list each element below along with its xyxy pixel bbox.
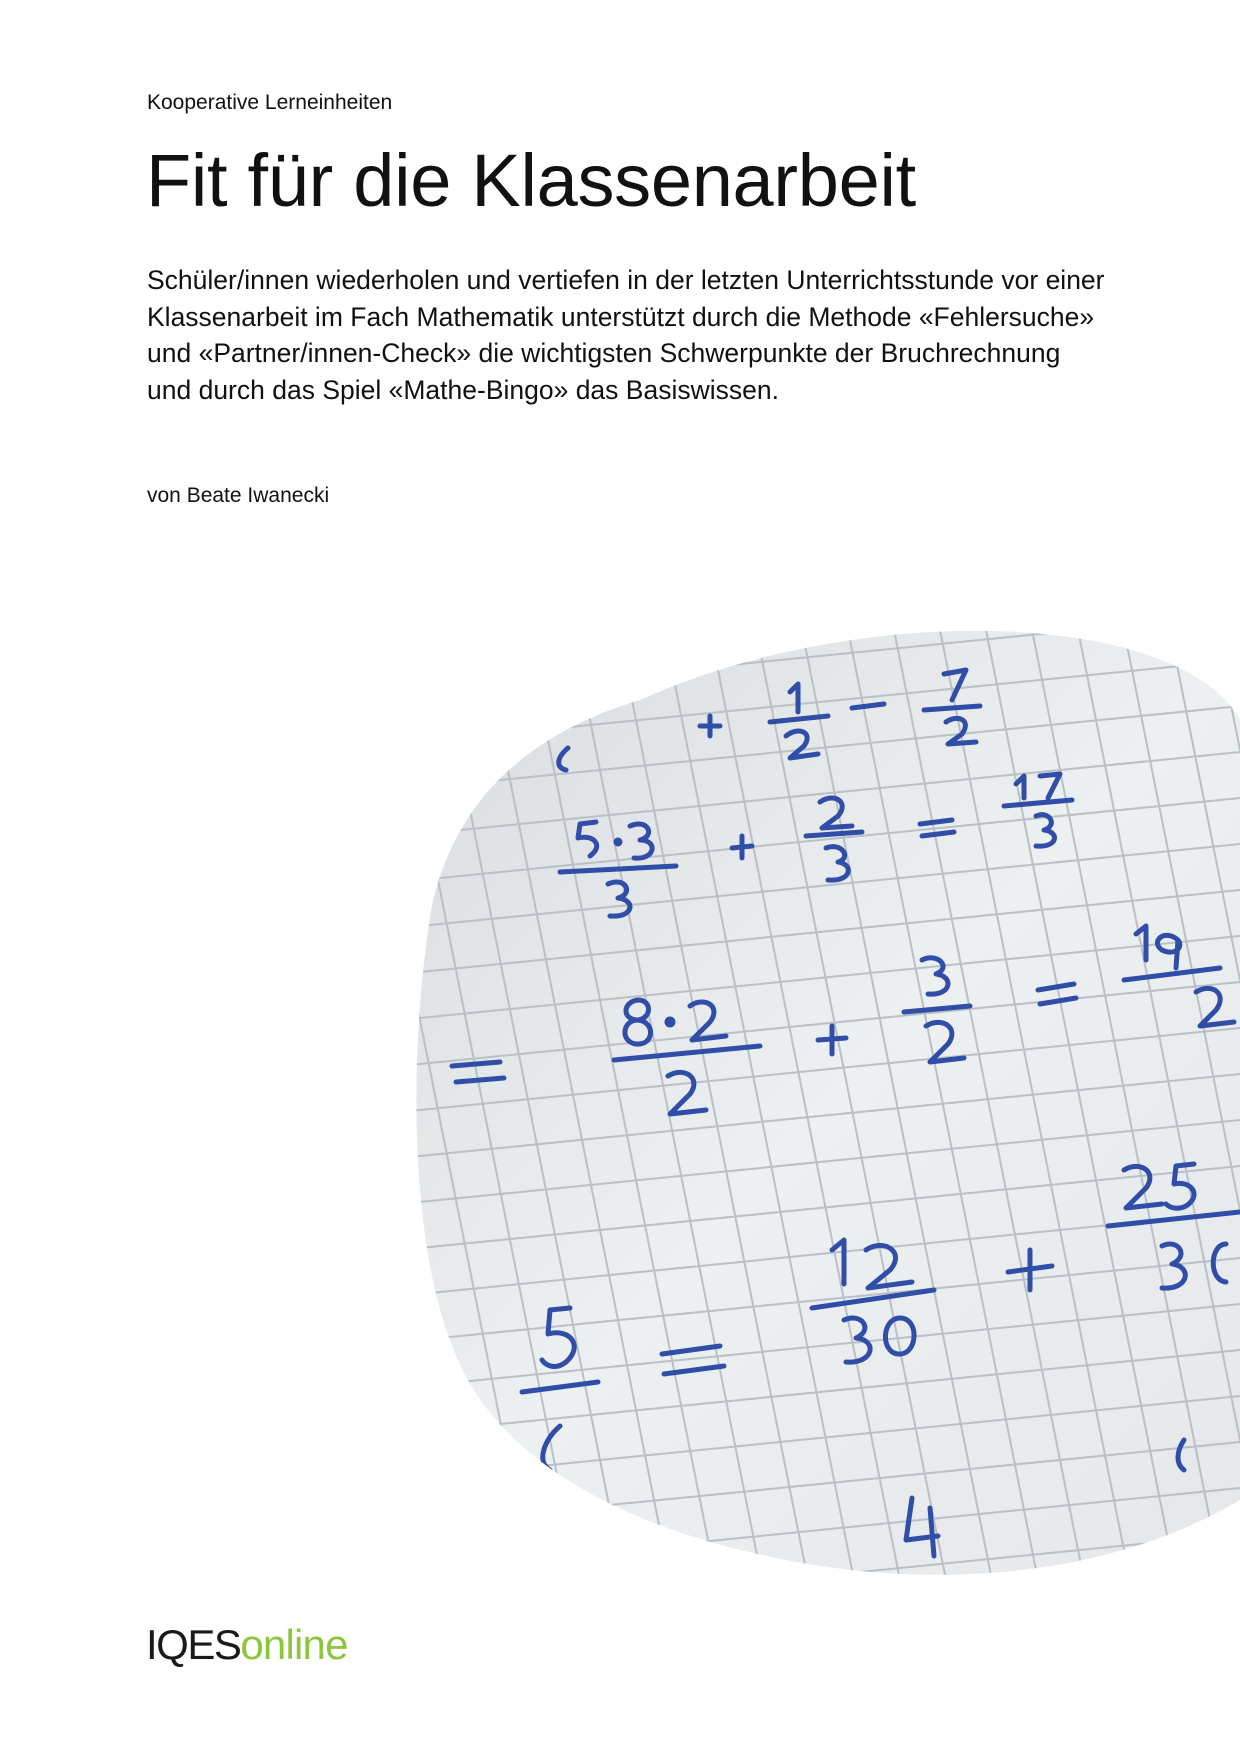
- intro-paragraph: Schüler/innen wiederholen und vertiefen in der letzten Unterrichtsstunde vor einer Klassenarbeit im Fach Mathematik unterstützt durch die Methode «Fehlersuche» und «Partner/innen-Check» die wichtigsten Schwerpunkte der Bruchrechnung und durch das Spiel «Mathe-Bingo» das Basiswissen.: [147, 265, 1105, 405]
- math-photo: [0, 620, 1240, 1580]
- logo-wordmark-iqes: IQES: [146, 1621, 241, 1668]
- kicker: Kooperative Lerneinheiten: [147, 91, 393, 114]
- page-title: Fit für die Klassenarbeit: [146, 139, 916, 222]
- iqes-online-logo: [146, 1620, 348, 1670]
- paper-shading: [380, 620, 1240, 1580]
- author-line: von Beate Iwanecki: [147, 484, 330, 507]
- logo-wordmark-online: online: [240, 1621, 348, 1668]
